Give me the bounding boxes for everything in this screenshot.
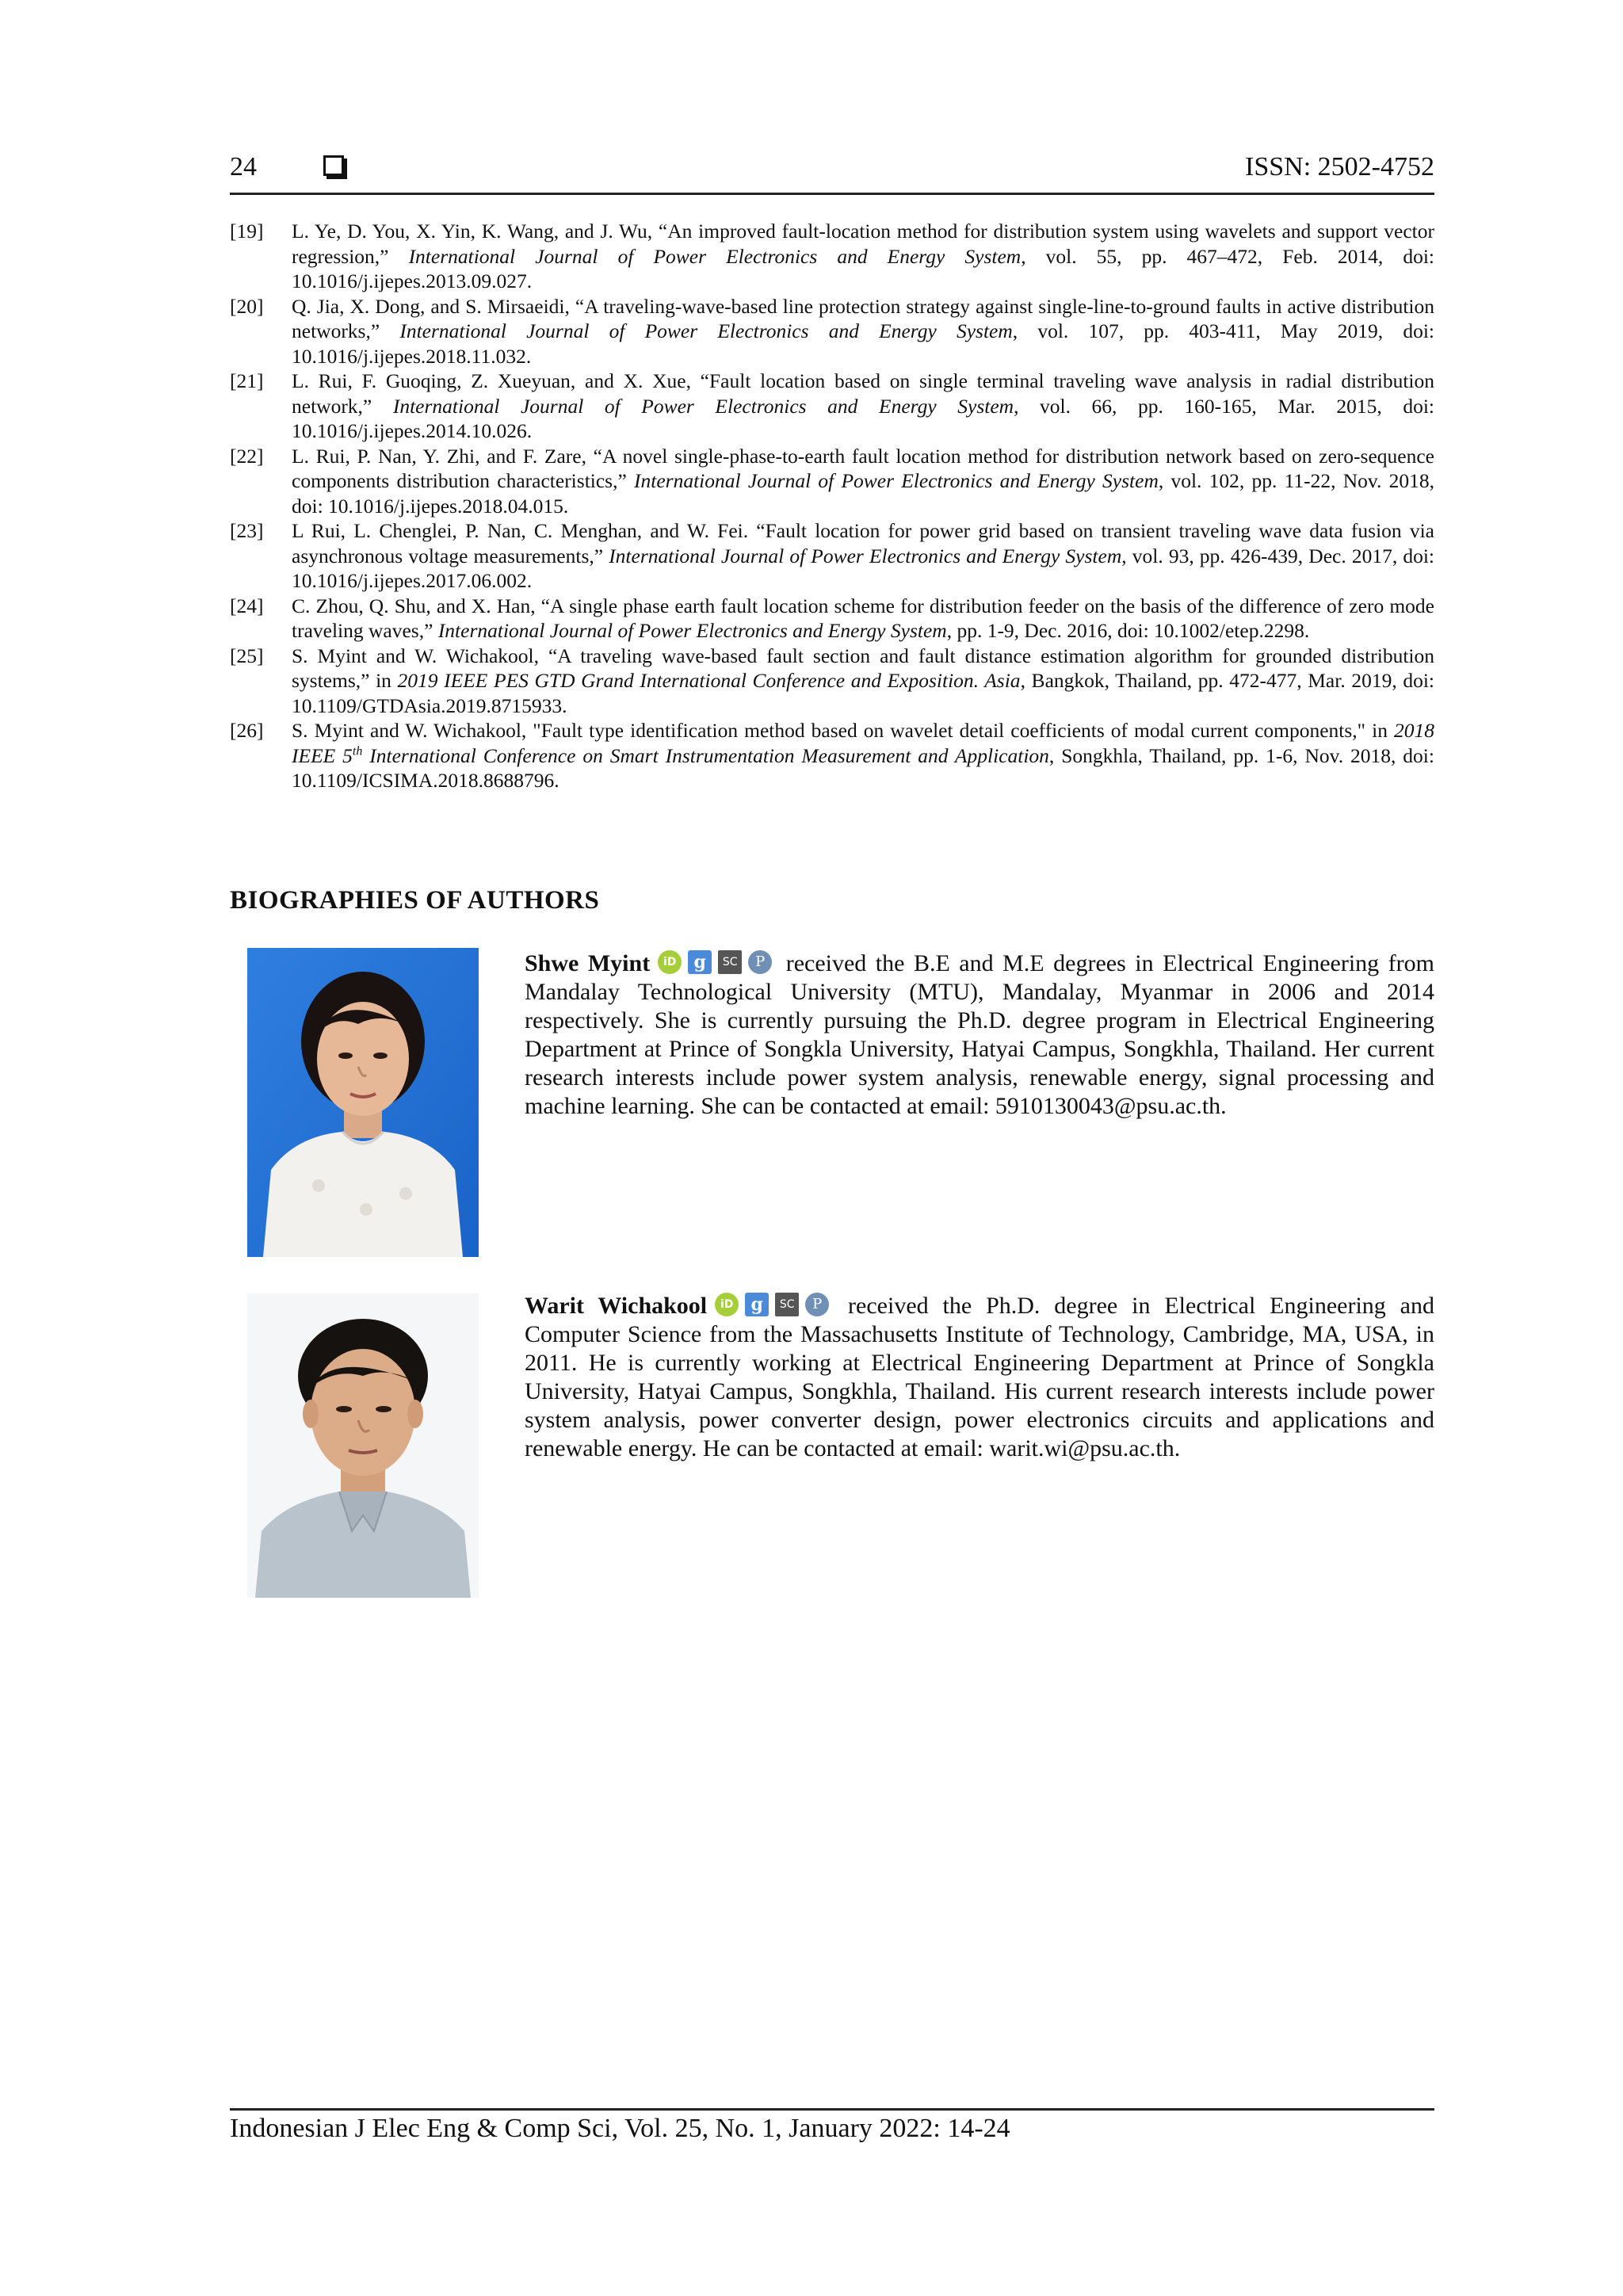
reference-item bbox=[230, 518, 1434, 594]
reference-number: [25] bbox=[230, 644, 264, 667]
reference-number: [22] bbox=[230, 444, 264, 468]
reference-item bbox=[230, 369, 1434, 444]
author-name: Warit Wichakool bbox=[525, 1293, 708, 1319]
reference-item bbox=[230, 594, 1434, 644]
journal-citation: Indonesian J Elec Eng & Comp Sci, Vol. 25, No. 1, January 2022: 14-24 bbox=[230, 2114, 1010, 2143]
author-bio-warit-wichakool bbox=[525, 1292, 1434, 1463]
reference-text: Q. Jia, X. Dong, and S. Mirsaeidi, “A traveling-wave-based line protection strategy against single-line-to-ground faults in active distribution networks,” International Journal of Power Electronics and Energy System, vol. 107, pp. 403-411, May 2019, doi: 10.1016/j.ijepes.2018.11.032. bbox=[292, 294, 1434, 368]
scopus-icon[interactable]: SC bbox=[775, 1293, 799, 1316]
page-footer bbox=[230, 2108, 1434, 2144]
reference-number: [24] bbox=[230, 594, 264, 617]
page-number: 24 bbox=[230, 152, 257, 181]
reference-text: C. Zhou, Q. Shu, and X. Han, “A single phase earth fault location scheme for distribution feeder on the basis of the difference of zero mode traveling waves,” International Journal of Power Electronics and Energy System, pp. 1-9, Dec. 2016, doi: 10.1002/etep.2298. bbox=[292, 594, 1434, 642]
google-scholar-icon[interactable]: g bbox=[688, 950, 712, 974]
reference-text: L Rui, L. Chenglei, P. Nan, C. Menghan, and W. Fei. “Fault location for power grid based on transient traveling wave data fusion via asynchronous voltage measurements,” International Journal of Power Electronics and Energy System, vol. 93, pp. 426-439, Dec. 2017, doi: 10.1016/j.ijepes.2017.06.002. bbox=[292, 519, 1434, 592]
author-name: Shwe Myint bbox=[525, 950, 651, 976]
reference-item bbox=[230, 644, 1434, 719]
google-scholar-icon[interactable]: g bbox=[745, 1293, 769, 1316]
author-bio-text: received the Ph.D. degree in Electrical Engineering and Computer Science from the Massachusetts Institute of Technology, Cambridge, MA, USA, in 2011. He is currently working at Electrical Engineering Department at Prince of Songkla University, Hatyai Campus, Songkhla, Thailand. His current research interests include power system analysis, power converter design, power electronics circuits and applications and renewable energy. He can be contacted at email: warit.wi@psu.ac.th. bbox=[525, 1293, 1434, 1461]
reference-item bbox=[230, 219, 1434, 294]
biographies-heading: BIOGRAPHIES OF AUTHORS bbox=[230, 886, 600, 915]
reference-number: [21] bbox=[230, 369, 264, 392]
author-bio-shwe-myint bbox=[525, 949, 1434, 1121]
square-bullet-icon bbox=[323, 155, 344, 176]
orcid-icon[interactable]: iD bbox=[658, 950, 682, 974]
publons-icon[interactable]: P bbox=[748, 950, 772, 974]
author-profile-badges bbox=[715, 1293, 829, 1316]
reference-number: [19] bbox=[230, 220, 264, 243]
author-profile-badges bbox=[658, 950, 772, 974]
reference-text: L. Ye, D. You, X. Yin, K. Wang, and J. Wu, “An improved fault-location method for distribution system using wavelets and support vector regression,” International Journal of Power Electronics and Energy System, vol. 55, pp. 467–472, Feb. 2014, doi: 10.1016/j.ijepes.2013.09.027. bbox=[292, 220, 1434, 292]
reference-list bbox=[230, 219, 1434, 793]
author-photo-shwe-myint bbox=[247, 948, 479, 1257]
reference-number: [20] bbox=[230, 294, 264, 318]
scopus-icon[interactable]: SC bbox=[718, 950, 742, 974]
reference-item bbox=[230, 718, 1434, 793]
issn-label: ISSN: 2502-4752 bbox=[1245, 152, 1434, 181]
reference-item bbox=[230, 294, 1434, 369]
publons-icon[interactable]: P bbox=[805, 1293, 829, 1316]
reference-text: L. Rui, P. Nan, Y. Zhi, and F. Zare, “A novel single-phase-to-earth fault location method for distribution network based on zero-sequence components distribution characteristics,” International Journal of Power Electronics and Energy System, vol. 102, pp. 11-22, Nov. 2018, doi: 10.1016/j.ijepes.2018.04.015. bbox=[292, 444, 1435, 518]
reference-text: S. Myint and W. Wichakool, “A traveling wave-based fault section and fault distance estimation algorithm for grounded distribution systems,” in 2019 IEEE PES GTD Grand International Conference and Exposition. Asia, Bangkok, Thailand, pp. 472-477, Mar. 2019, doi: 10.1109/GTDAsia.2019.8715933. bbox=[292, 644, 1434, 717]
reference-text: L. Rui, F. Guoqing, Z. Xueyuan, and X. Xue, “Fault location based on single terminal traveling wave analysis in radial distribution network,” International Journal of Power Electronics and Energy System, vol. 66, pp. 160-165, Mar. 2015, doi: 10.1016/j.ijepes.2014.10.026. bbox=[292, 369, 1434, 442]
author-photo-warit-wichakool bbox=[247, 1293, 479, 1598]
page-header bbox=[230, 152, 1434, 195]
reference-text: S. Myint and W. Wichakool, "Fault type identification method based on wavelet detail coefficients of modal current components," in 2018 IEEE 5th International Conference on Smart Instrumentation Measurement and Application, Songkhla, Thailand, pp. 1-6, Nov. 2018, doi: 10.1109/ICSIMA.2018.8688796. bbox=[292, 719, 1434, 792]
orcid-icon[interactable]: iD bbox=[715, 1293, 739, 1316]
reference-number: [23] bbox=[230, 519, 264, 542]
reference-item bbox=[230, 444, 1434, 519]
author-bio-text: received the B.E and M.E degrees in Electrical Engineering from Mandalay Technological University (MTU), Mandalay, Myanmar in 2006 and 2014 respectively. She is currently pursuing the Ph.D. degree program in Electrical Engineering Department at Prince of Songkla University, Hatyai Campus, Songkhla, Thailand. Her current research interests include power system analysis, renewable energy, signal processing and machine learning. She can be contacted at email: 5910130043@psu.ac.th. bbox=[525, 950, 1434, 1119]
reference-number: [26] bbox=[230, 719, 264, 742]
